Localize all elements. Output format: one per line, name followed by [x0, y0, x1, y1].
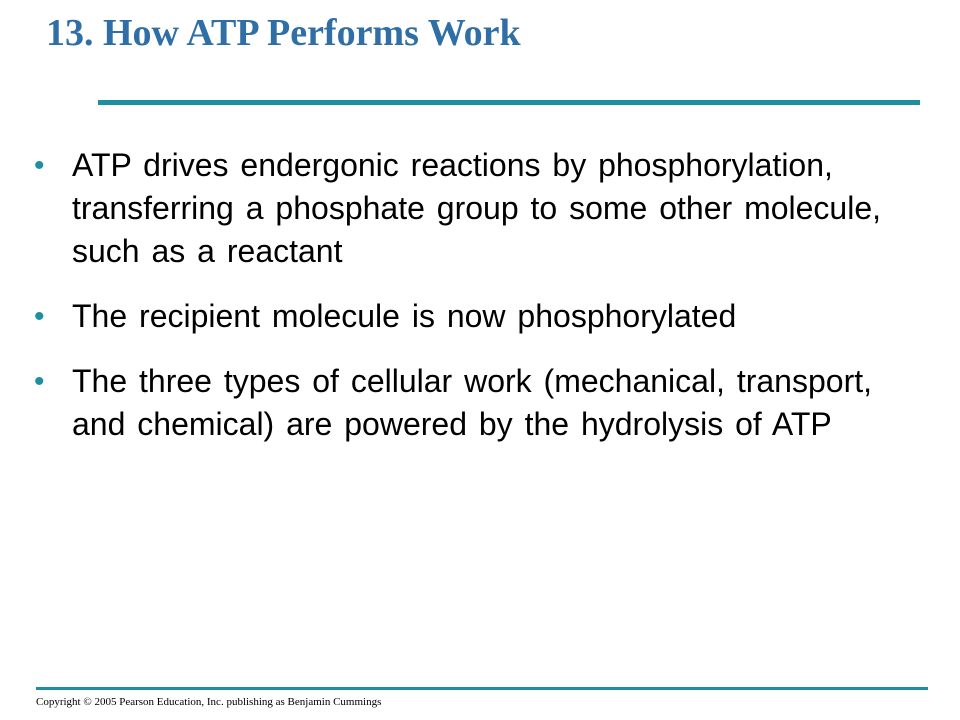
copyright-notice: Copyright © 2005 Pearson Education, Inc. publishing as Benjamin Cummings [36, 696, 382, 708]
bullet-icon: • [34, 300, 45, 333]
bullet-icon: • [34, 149, 45, 182]
bullet-text: The three types of cellular work (mechanical, transport, and chemical) are powered by the hydrolysis of ATP [72, 363, 872, 442]
bullet-text: The recipient molecule is now phosphorylated [72, 298, 737, 334]
bullet-item [34, 295, 914, 338]
footer-divider [36, 687, 928, 690]
slide-title: 13. How ATP Performs Work [46, 12, 521, 54]
bullet-list [34, 144, 914, 446]
title-divider [98, 100, 920, 105]
bullet-item [34, 360, 914, 446]
bullet-item [34, 144, 914, 273]
bullet-icon: • [34, 365, 45, 398]
bullet-text: ATP drives endergonic reactions by phosphorylation, transferring a phosphate group to some other molecule, such as a reactant [72, 147, 882, 269]
